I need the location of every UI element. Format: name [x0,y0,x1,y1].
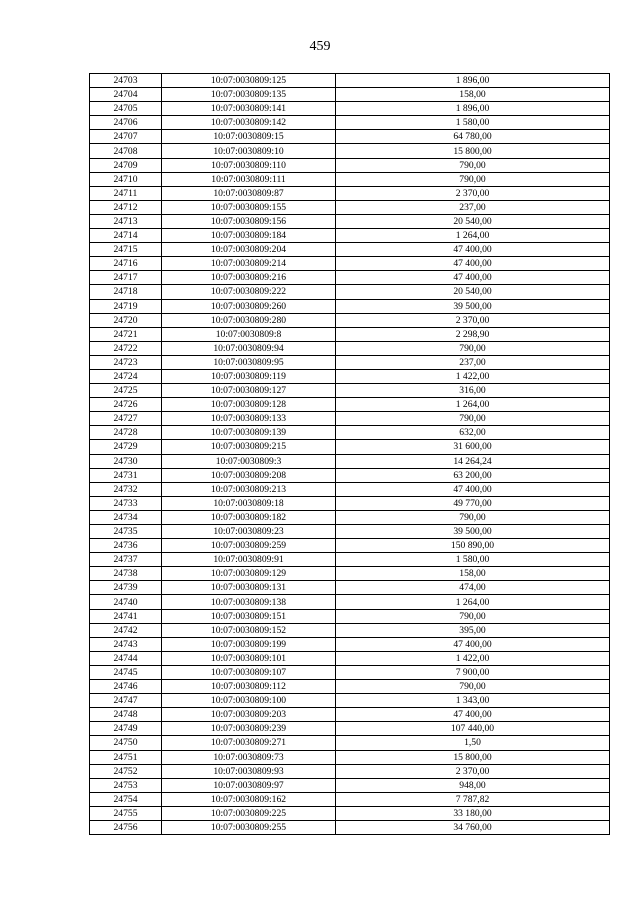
row-number-cell: 24748 [90,708,162,722]
table-row [90,200,610,214]
table-row [90,172,610,186]
amount-cell: 1 896,00 [336,74,610,88]
cadastral-number-cell: 10:07:0030809:142 [162,116,336,130]
row-number-cell: 24722 [90,341,162,355]
cadastral-number-cell: 10:07:0030809:162 [162,792,336,806]
amount-cell: 1 422,00 [336,651,610,665]
row-number-cell: 24750 [90,736,162,750]
table-row [90,355,610,369]
row-number-cell: 24708 [90,144,162,158]
table-row [90,186,610,200]
table-row [90,496,610,510]
row-number-cell: 24741 [90,609,162,623]
table-row [90,454,610,468]
cadastral-number-cell: 10:07:0030809:87 [162,186,336,200]
row-number-cell: 24736 [90,539,162,553]
cadastral-number-cell: 10:07:0030809:95 [162,355,336,369]
table-row [90,426,610,440]
table-row [90,510,610,524]
row-number-cell: 24737 [90,553,162,567]
amount-cell: 20 540,00 [336,214,610,228]
row-number-cell: 24739 [90,581,162,595]
table-row [90,482,610,496]
amount-cell: 237,00 [336,200,610,214]
table-row [90,384,610,398]
row-number-cell: 24714 [90,229,162,243]
amount-cell: 316,00 [336,384,610,398]
amount-cell: 790,00 [336,510,610,524]
cadastral-number-cell: 10:07:0030809:91 [162,553,336,567]
amount-cell: 1 264,00 [336,398,610,412]
cadastral-number-cell: 10:07:0030809:213 [162,482,336,496]
cadastral-number-cell: 10:07:0030809:141 [162,102,336,116]
cadastral-number-cell: 10:07:0030809:127 [162,384,336,398]
row-number-cell: 24753 [90,778,162,792]
cadastral-number-cell: 10:07:0030809:15 [162,130,336,144]
amount-cell: 790,00 [336,680,610,694]
amount-cell: 790,00 [336,412,610,426]
table-row [90,74,610,88]
cadastral-number-cell: 10:07:0030809:8 [162,327,336,341]
cadastral-number-cell: 10:07:0030809:208 [162,468,336,482]
row-number-cell: 24743 [90,637,162,651]
cadastral-number-cell: 10:07:0030809:129 [162,567,336,581]
amount-cell: 158,00 [336,88,610,102]
cadastral-number-cell: 10:07:0030809:110 [162,158,336,172]
amount-cell: 1 580,00 [336,116,610,130]
amount-cell: 790,00 [336,172,610,186]
cadastral-number-cell: 10:07:0030809:222 [162,285,336,299]
amount-cell: 237,00 [336,355,610,369]
row-number-cell: 24725 [90,384,162,398]
cadastral-number-cell: 10:07:0030809:10 [162,144,336,158]
table-row [90,257,610,271]
cadastral-number-cell: 10:07:0030809:155 [162,200,336,214]
cadastral-number-cell: 10:07:0030809:260 [162,299,336,313]
row-number-cell: 24732 [90,482,162,496]
row-number-cell: 24718 [90,285,162,299]
table-row [90,398,610,412]
table-row [90,243,610,257]
cadastral-number-cell: 10:07:0030809:259 [162,539,336,553]
amount-cell: 2 370,00 [336,313,610,327]
row-number-cell: 24751 [90,750,162,764]
cadastral-number-cell: 10:07:0030809:216 [162,271,336,285]
cadastral-number-cell: 10:07:0030809:156 [162,214,336,228]
amount-cell: 1 422,00 [336,369,610,383]
row-number-cell: 24705 [90,102,162,116]
cadastral-number-cell: 10:07:0030809:203 [162,708,336,722]
amount-cell: 7 900,00 [336,665,610,679]
table-row [90,680,610,694]
row-number-cell: 24717 [90,271,162,285]
cadastral-number-cell: 10:07:0030809:107 [162,665,336,679]
row-number-cell: 24733 [90,496,162,510]
cadastral-number-cell: 10:07:0030809:100 [162,694,336,708]
cadastral-number-cell: 10:07:0030809:151 [162,609,336,623]
amount-cell: 790,00 [336,609,610,623]
row-number-cell: 24721 [90,327,162,341]
amount-cell: 7 787,82 [336,792,610,806]
row-number-cell: 24740 [90,595,162,609]
cadastral-number-cell: 10:07:0030809:111 [162,172,336,186]
row-number-cell: 24706 [90,116,162,130]
row-number-cell: 24719 [90,299,162,313]
cadastral-number-cell: 10:07:0030809:73 [162,750,336,764]
amount-cell: 39 500,00 [336,299,610,313]
row-number-cell: 24707 [90,130,162,144]
cadastral-number-cell: 10:07:0030809:101 [162,651,336,665]
row-number-cell: 24747 [90,694,162,708]
table-row [90,651,610,665]
cadastral-number-cell: 10:07:0030809:133 [162,412,336,426]
row-number-cell: 24755 [90,806,162,820]
table-row [90,327,610,341]
table-row [90,708,610,722]
row-number-cell: 24735 [90,525,162,539]
table-row [90,820,610,834]
table-row [90,722,610,736]
row-number-cell: 24728 [90,426,162,440]
amount-cell: 790,00 [336,341,610,355]
cadastral-number-cell: 10:07:0030809:204 [162,243,336,257]
table-row [90,792,610,806]
amount-cell: 2 370,00 [336,186,610,200]
cadastral-number-cell: 10:07:0030809:18 [162,496,336,510]
cadastral-number-cell: 10:07:0030809:139 [162,426,336,440]
row-number-cell: 24752 [90,764,162,778]
table-row [90,525,610,539]
amount-cell: 47 400,00 [336,257,610,271]
amount-cell: 47 400,00 [336,708,610,722]
cadastral-number-cell: 10:07:0030809:225 [162,806,336,820]
table-row [90,609,610,623]
page-number: 459 [309,39,331,54]
amount-cell: 1 264,00 [336,595,610,609]
table-row [90,553,610,567]
row-number-cell: 24709 [90,158,162,172]
amount-cell: 63 200,00 [336,468,610,482]
row-number-cell: 24720 [90,313,162,327]
amount-cell: 34 760,00 [336,820,610,834]
table-row [90,750,610,764]
row-number-cell: 24729 [90,440,162,454]
table-row [90,567,610,581]
row-number-cell: 24715 [90,243,162,257]
cadastral-number-cell: 10:07:0030809:199 [162,637,336,651]
cadastral-number-cell: 10:07:0030809:23 [162,525,336,539]
cadastral-number-cell: 10:07:0030809:125 [162,74,336,88]
row-number-cell: 24734 [90,510,162,524]
table-row [90,88,610,102]
table-row [90,285,610,299]
table-row [90,539,610,553]
amount-cell: 47 400,00 [336,243,610,257]
table-row [90,637,610,651]
row-number-cell: 24712 [90,200,162,214]
table-row [90,144,610,158]
cadastral-number-cell: 10:07:0030809:214 [162,257,336,271]
cadastral-number-cell: 10:07:0030809:112 [162,680,336,694]
cadastral-number-cell: 10:07:0030809:152 [162,623,336,637]
cadastral-number-cell: 10:07:0030809:128 [162,398,336,412]
amount-cell: 107 440,00 [336,722,610,736]
amount-cell: 33 180,00 [336,806,610,820]
cadastral-number-cell: 10:07:0030809:271 [162,736,336,750]
table-row [90,271,610,285]
table-row [90,116,610,130]
cadastral-number-cell: 10:07:0030809:131 [162,581,336,595]
table-row [90,299,610,313]
row-number-cell: 24730 [90,454,162,468]
table-row [90,440,610,454]
table-row [90,665,610,679]
cadastral-number-cell: 10:07:0030809:255 [162,820,336,834]
amount-cell: 790,00 [336,158,610,172]
table-row [90,581,610,595]
amount-cell: 47 400,00 [336,482,610,496]
amount-cell: 15 800,00 [336,144,610,158]
amount-cell: 1 343,00 [336,694,610,708]
row-number-cell: 24756 [90,820,162,834]
cadastral-number-cell: 10:07:0030809:93 [162,764,336,778]
row-number-cell: 24727 [90,412,162,426]
table-row [90,736,610,750]
row-number-cell: 24704 [90,88,162,102]
table-row [90,229,610,243]
registry-table [89,73,610,835]
amount-cell: 64 780,00 [336,130,610,144]
amount-cell: 395,00 [336,623,610,637]
amount-cell: 39 500,00 [336,525,610,539]
cadastral-number-cell: 10:07:0030809:182 [162,510,336,524]
row-number-cell: 24731 [90,468,162,482]
table-row [90,806,610,820]
cadastral-number-cell: 10:07:0030809:239 [162,722,336,736]
row-number-cell: 24716 [90,257,162,271]
amount-cell: 1 896,00 [336,102,610,116]
row-number-cell: 24726 [90,398,162,412]
amount-cell: 150 890,00 [336,539,610,553]
cadastral-number-cell: 10:07:0030809:119 [162,369,336,383]
cadastral-number-cell: 10:07:0030809:138 [162,595,336,609]
amount-cell: 948,00 [336,778,610,792]
row-number-cell: 24744 [90,651,162,665]
cadastral-number-cell: 10:07:0030809:97 [162,778,336,792]
table-row [90,214,610,228]
table-row [90,158,610,172]
amount-cell: 15 800,00 [336,750,610,764]
table-row [90,102,610,116]
amount-cell: 49 770,00 [336,496,610,510]
amount-cell: 47 400,00 [336,271,610,285]
cadastral-number-cell: 10:07:0030809:3 [162,454,336,468]
row-number-cell: 24724 [90,369,162,383]
row-number-cell: 24711 [90,186,162,200]
row-number-cell: 24746 [90,680,162,694]
cadastral-number-cell: 10:07:0030809:135 [162,88,336,102]
cadastral-number-cell: 10:07:0030809:184 [162,229,336,243]
table-row [90,341,610,355]
row-number-cell: 24710 [90,172,162,186]
amount-cell: 20 540,00 [336,285,610,299]
amount-cell: 31 600,00 [336,440,610,454]
table-row [90,778,610,792]
row-number-cell: 24738 [90,567,162,581]
table-row [90,468,610,482]
amount-cell: 2 298,90 [336,327,610,341]
amount-cell: 1 580,00 [336,553,610,567]
row-number-cell: 24723 [90,355,162,369]
amount-cell: 2 370,00 [336,764,610,778]
cadastral-number-cell: 10:07:0030809:280 [162,313,336,327]
table-row [90,369,610,383]
amount-cell: 1 264,00 [336,229,610,243]
amount-cell: 158,00 [336,567,610,581]
amount-cell: 474,00 [336,581,610,595]
table-row [90,623,610,637]
table-row [90,764,610,778]
row-number-cell: 24713 [90,214,162,228]
row-number-cell: 24754 [90,792,162,806]
table-row [90,313,610,327]
row-number-cell: 24745 [90,665,162,679]
amount-cell: 14 264,24 [336,454,610,468]
amount-cell: 1,50 [336,736,610,750]
row-number-cell: 24749 [90,722,162,736]
amount-cell: 632,00 [336,426,610,440]
row-number-cell: 24742 [90,623,162,637]
amount-cell: 47 400,00 [336,637,610,651]
registry-table-body [90,74,610,835]
cadastral-number-cell: 10:07:0030809:94 [162,341,336,355]
table-row [90,595,610,609]
table-row [90,412,610,426]
table-row [90,130,610,144]
row-number-cell: 24703 [90,74,162,88]
table-row [90,694,610,708]
cadastral-number-cell: 10:07:0030809:215 [162,440,336,454]
